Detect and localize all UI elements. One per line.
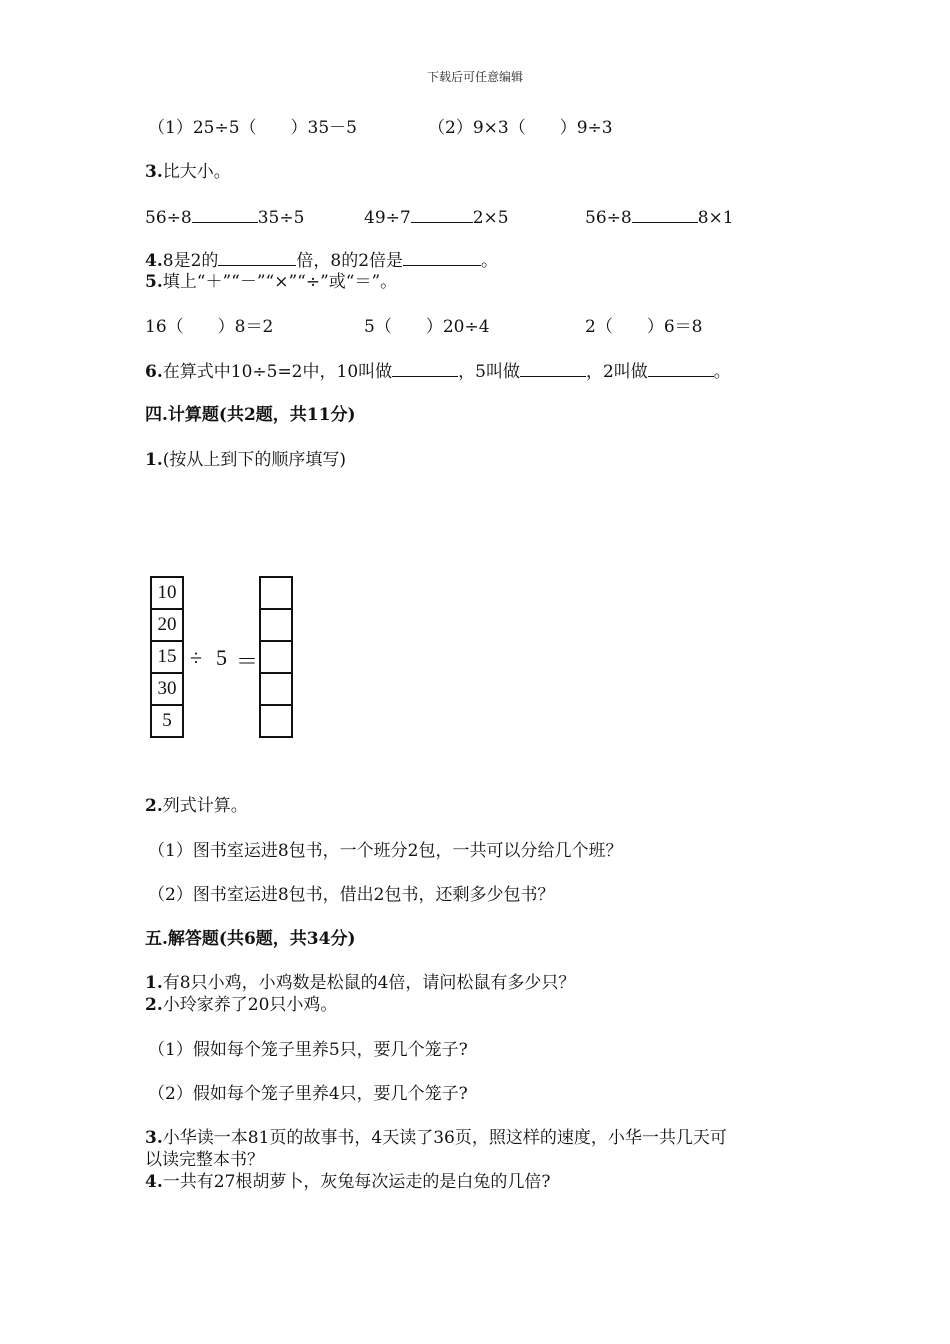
answer-blank[interactable] xyxy=(632,206,698,223)
dividend-column xyxy=(150,576,184,738)
question-5 xyxy=(145,271,397,293)
divisor: 5 xyxy=(216,645,227,670)
question-text: 倍，8的2倍是 xyxy=(296,251,404,271)
question-number: 1. xyxy=(145,450,163,470)
question-number: 2. xyxy=(145,995,163,1015)
calc-question-2 xyxy=(145,795,248,817)
question-number: 5. xyxy=(145,272,163,292)
answer-blank[interactable] xyxy=(520,360,586,377)
question-text: 8是2的 xyxy=(162,251,219,271)
calc-question-1 xyxy=(145,449,346,471)
page-header: 下载后可任意编辑 xyxy=(426,70,523,84)
answer-blank[interactable] xyxy=(392,360,458,377)
question-number: 6. xyxy=(145,362,163,382)
compare-row-2 xyxy=(364,206,509,229)
section-heading-5: 五.解答题(共6题，共34分) xyxy=(145,929,356,949)
answer-column xyxy=(259,576,293,738)
question-text: 在算式中10÷5=2中，10叫做 xyxy=(162,362,393,382)
dividend-cell: 5 xyxy=(162,710,172,731)
answer-question-3 xyxy=(145,1127,727,1149)
dividend-cell: 10 xyxy=(152,578,182,610)
section-heading-4: 四.计算题(共2题，共11分) xyxy=(145,405,356,425)
sub-question-1: （1）图书室运进8包书，一个班分2包，一共可以分给几个班？ xyxy=(148,841,623,861)
operator-item-1: 16（ ）8＝2 xyxy=(145,317,274,337)
question-text: 填上“＋”“－”“×”“÷”或“＝”。 xyxy=(162,272,398,292)
dividend-cell: 30 xyxy=(152,674,182,706)
answer-blank[interactable] xyxy=(218,249,296,266)
answer-cell[interactable] xyxy=(261,642,291,674)
compare-item-2: （2）9×3（ ）9÷3 xyxy=(428,118,613,138)
sub-question-2: （2）假如每个笼子里养4只，要几个笼子? xyxy=(148,1084,468,1104)
expression-right: 2×5 xyxy=(472,208,509,228)
sub-question-1: （1）假如每个笼子里养5只，要几个笼子? xyxy=(148,1040,468,1060)
question-text: 列式计算。 xyxy=(162,796,248,816)
expression-left: 56÷8 xyxy=(585,208,632,228)
question-text: 有8只小鸡，小鸡数是松鼠的4倍，请问松鼠有多少只？ xyxy=(162,973,576,993)
question-6 xyxy=(145,360,731,383)
question-number: 3. xyxy=(145,162,163,182)
answer-cell[interactable] xyxy=(261,674,291,706)
question-3 xyxy=(145,161,231,183)
answer-blank[interactable] xyxy=(192,206,258,223)
question-text: ，2叫做 xyxy=(585,362,648,382)
question-text: 比大小。 xyxy=(162,162,231,182)
answer-blank[interactable] xyxy=(403,249,481,266)
question-text: 一共有27根胡萝卜，灰兔每次运走的是白兔的几倍? xyxy=(162,1172,551,1192)
question-number: 1. xyxy=(145,973,163,993)
question-number: 3. xyxy=(145,1128,163,1148)
dividend-cell: 15 xyxy=(152,642,182,674)
answer-question-2 xyxy=(145,994,337,1016)
compare-row-1 xyxy=(145,206,304,229)
question-text: 小华读一本81页的故事书，4天读了36页，照这样的速度，小华一共几天可 xyxy=(162,1128,727,1148)
question-text: ，5叫做 xyxy=(458,362,520,382)
question-4 xyxy=(145,249,498,272)
expression-right: 35÷5 xyxy=(257,208,305,228)
sub-question-2: （2）图书室运进8包书，借出2包书，还剩多少包书？ xyxy=(148,885,555,905)
question-number: 4. xyxy=(145,251,163,271)
answer-question-1 xyxy=(145,972,575,994)
answer-cell[interactable] xyxy=(261,610,291,642)
expression-left: 56÷8 xyxy=(145,208,192,228)
question-text: 。 xyxy=(713,362,731,382)
question-text: 。 xyxy=(481,251,499,271)
answer-question-4 xyxy=(145,1171,551,1193)
dividend-cell: 20 xyxy=(152,610,182,642)
operator-item-2: 5（ ）20÷4 xyxy=(364,317,490,337)
answer-blank[interactable] xyxy=(648,360,714,377)
question-text: 小玲家养了20只小鸡。 xyxy=(162,995,338,1015)
expression-left: 49÷7 xyxy=(364,208,411,228)
answer-cell[interactable] xyxy=(261,706,291,736)
operator-item-3: 2（ ）6＝8 xyxy=(585,317,703,337)
expression-right: 8×1 xyxy=(697,208,734,228)
question-number: 2. xyxy=(145,796,163,816)
answer-blank[interactable] xyxy=(411,206,473,223)
question-number: 4. xyxy=(145,1172,163,1192)
compare-row-3 xyxy=(585,206,734,229)
question-text: (按从上到下的顺序填写) xyxy=(162,450,347,470)
equals-sign: ＝ xyxy=(236,649,259,674)
division-sign: ÷ xyxy=(190,645,203,670)
answer-cell[interactable] xyxy=(261,578,291,610)
answer-question-3-continued: 以读完整本书？ xyxy=(145,1150,264,1170)
division-figure xyxy=(150,576,300,742)
compare-item-1: （1）25÷5（ ）35－5 xyxy=(148,118,357,138)
